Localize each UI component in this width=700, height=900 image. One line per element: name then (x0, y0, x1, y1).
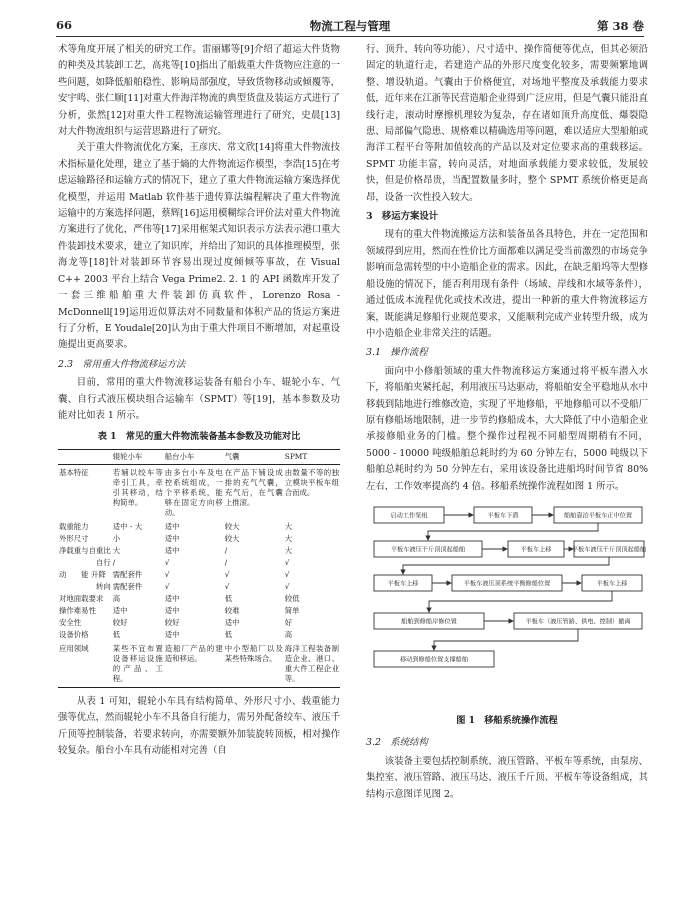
table-header-cell (58, 449, 112, 464)
flowchart-box-label: 平板车上移 (596, 580, 628, 588)
table-cell: 较难 (224, 605, 240, 615)
right-paragraph-2: 现有的重大件物流搬运方法和装备虽各具特色，并在一定范围和领域得到应用，然而在性价比方面都难以满足受当前激烈的市场竞争影响而急需转型的中小造船企业的需求。因此，在缺乏船坞等大型修船设施的情况下，能否利用现有条件（场域、岸线和水域等条件），通过低成本流程优化或技术改进，提出一种新的重大件物流移运方案，既能满足修船行业规范要求，又能顺利完成产业转型升级，成为中小造船企业非常关注的话题。 (366, 229, 648, 339)
table-row (58, 605, 340, 617)
header-rule (56, 36, 644, 37)
right-column (366, 42, 648, 803)
table-header-cell: 气囊 (224, 449, 284, 464)
table-cell: 高 (284, 629, 293, 639)
table-cell: 低 (224, 593, 233, 603)
table-cell: 适中 (164, 521, 180, 531)
table-row (58, 617, 340, 629)
left-column (58, 42, 340, 759)
flowchart-box-label: 移动到修船位置支撑船舶 (399, 656, 469, 664)
section-3-heading: 3 移运方案设计 (366, 211, 439, 223)
table-cell-text: 升降 (90, 569, 106, 579)
table-cell: 应用领域 (58, 641, 112, 688)
table-cell: 适中 (164, 533, 180, 543)
table-cell: 转向 (95, 581, 111, 591)
left-paragraph-4: 从表 1 可知，辊轮小车具有结构简单、外形尺寸小、载重能力强等优点，然而辊轮小车不具备自行能力，需另外配备绞车、液压千斤顶等控制装备，若要求转向，亦需要额外加装旋转顶板，相对操作较复杂。船台小车具有动能相对完善（自 (58, 695, 340, 756)
table-cell: / (224, 545, 228, 555)
flowchart-box-label: 平板车上移 (387, 580, 419, 588)
right-paragraph-3: 面向中小修船领域的重大件物流移运方案通过将平板车潜入水下，将船舶夹紧托起，利用液压马达驱动，将船舶安全平稳地从水中移载到陆地进行维修改造，实现了平地修船，平地修船可以不受船厂原有修船场地限制，进一步节约修船成本，大大降低了中小造船企业承接修船业务的门槛。整个操作过程视不同船型周期稍有不同，5000 - 10000 吨级船舶总耗时约为 60 分钟左右，5000 吨级以下船舶总耗时约为 50 分钟左右，采用该设备比进船坞时间节省 80% 左右，工作效率提高约 4 倍。移船系统操作流程如图 1 所示。 (366, 365, 648, 492)
table-cell: 在产品下铺设成排的充气气囊，充气后，在气囊上推滚。 (224, 467, 283, 507)
table-header-cell: 船台小车 (164, 449, 224, 464)
table-cell: √ (224, 581, 230, 591)
table-cell: 好 (284, 617, 293, 627)
table-row (58, 629, 340, 641)
table-cell: 较好 (112, 617, 128, 627)
section-3-2-heading: 3.2 系统结构 (366, 737, 428, 749)
left-paragraph-2: 关于重大件物流优化方案，王彦庆、常文欣[14]将重大件物流技术指标量化处理，建立了基于熵的大件物流运作模型，李浩[15]在考虑运输路径和运输方式的情况下，建立了重大件物流运输方案选择优化模型，并运用 Matlab 软件基于遗传算法编程解决了重大件物流运输中的方案选择问题，蔡辉[16]运用模糊综合评价法对重大件物流方案进行了优化，严伟等[17]采用框架式知识表示方法表示港口重大件装卸技术要求，建立了知识库，并给出了知识的具体推理模型，张海龙等[18]针对装卸环节容易出现过度倾倾等事故，在 Visual C++ 2003 平台上结合 Vega Prime2. 2. 1 的 API 函数库开发了一套三维船舶重大件装卸仿真软件，Lorenzo Rosa - McDonnell[19]运用近似算法对不同数量和体积产品的货运方案进行了分析，E Youdale[20]认为由于重大件项目不断增加，对起重设施提出更高要求。 (58, 142, 340, 351)
table-cell: 安全性 (59, 617, 82, 627)
table-cell: / (112, 557, 116, 567)
page-header (56, 18, 644, 36)
table-cell: √ (164, 569, 170, 579)
table-cell: 自行 (95, 557, 111, 567)
table-cell: 较好 (164, 617, 180, 627)
table-row (58, 593, 340, 605)
table-cell: 大 (112, 545, 121, 555)
figure-1-caption: 图 1 移船系统操作流程 (456, 714, 558, 726)
right-paragraph-1: 行、顶升、转向等功能）、尺寸适中、操作简便等优点，但其必须沿固定的轨道行走，若建造产品的外形尺度变化较多，需要频繁地调整、增设轨道。气囊由于价格便宜，对场地平整度及承载能力要求低，近年来在江浙等民营造船企业得到广泛应用，但是气囊只能沿直线行走，滚动时摩擦机理较为复杂，存在诸如顶升高度低、爆裂隐患、局部偏气隐患、规格难以精确选用等问题，难以适应大型船舶或海洋工程平台等附加值较高的产品以及对定位要求高的重载移运。SPMT 功能丰富，转向灵活，对地面承载能力要求较低，发展较快，但是价格昂贵，当配置数量多时，整个 SPMT 系统价格更是高昂，设备一次性投入较大。 (366, 44, 648, 203)
table-cell: 某些不宜布置设备移运设施的产品、工程。 (112, 641, 164, 688)
table-cell: 小 (112, 533, 121, 543)
flowchart-box-label: 平板车下潜 (487, 512, 519, 520)
table-cell: 适中 (164, 605, 180, 615)
table-row (58, 545, 340, 557)
table-cell: √ (164, 581, 170, 591)
table-cell: 外形尺寸 (59, 533, 89, 543)
table-cell: 大 (284, 533, 293, 543)
table-cell: 低 (112, 629, 121, 639)
flowchart-box-label: 平板车（液压管路、供电、控制）撤离 (525, 618, 631, 626)
table-row (58, 533, 340, 545)
table-cell: 大 (284, 545, 293, 555)
section-2-3-heading: 2.3 常用重大件物流移运方法 (58, 358, 186, 370)
table-cell: √ (164, 557, 170, 567)
table-cell: 大 (284, 521, 293, 531)
table-cell: 载重能力 (59, 521, 89, 531)
page-number: 66 (56, 18, 73, 32)
flowchart-arrow (434, 629, 578, 650)
table-row (58, 464, 340, 521)
table-cell: / (224, 557, 228, 567)
table-row (58, 557, 340, 569)
table-cell: 适中 - 大 (112, 521, 143, 531)
flowchart-box-label: 平板车液压千斤顶顶起船舶 (571, 546, 647, 554)
table-cell: 对地面载要求 (59, 593, 104, 603)
table-cell: 由多台小车及电控系统组成，一个平移系统，能够在固定方向移动。 (164, 467, 223, 517)
table-header-cell: SPMT (284, 449, 340, 464)
table-cell: 适中 (164, 629, 180, 639)
table-cell: 海洋工程装备制造企业、港口、重大件工程企业等。 (284, 641, 340, 688)
table-1 (58, 449, 340, 688)
table-cell: √ (284, 569, 290, 579)
table-cell: 适中 (164, 593, 180, 603)
table-cell: √ (284, 581, 290, 591)
table-header-row (58, 449, 340, 464)
flowchart-box-label: 船舶靠泊平板车正中位置 (563, 512, 633, 520)
table-cell: √ (224, 569, 230, 579)
section-3-1-heading: 3.1 操作流程 (366, 347, 428, 359)
table-row (58, 581, 340, 593)
table-cell: 较低 (284, 593, 300, 603)
left-paragraph-3: 目前，常用的重大件物流移运装备有船台小车、辊轮小车、气囊、自行式液压模块组合运输车（SPMT）等[19]，基本参数及功能对比如表 1 所示。 (58, 377, 340, 421)
flowchart-arrow (428, 523, 598, 540)
table-cell: 净载重与自重比 (59, 545, 111, 555)
table-cell: 适中 (164, 545, 180, 555)
flowchart-box-label: 启动工作泵组 (390, 512, 428, 520)
left-paragraph-1: 术等角度开展了相关的研究工作。雷丽娜等[9]介绍了超运大件货物的种类及其装卸工艺，高兆等[10]指出了船载重大件货物应注意的一些问题，如降低船舶稳性、影响局部强度，导致货物移动或倾覆等，安宇鸣、张仁顺[11]对重大件海洋物流的典型货盘及装运方式进行了分析，张然[12]对重大件工程物流运输管理进行了研究，史晨[13]对大件物流组织与运营思路进行了研究。 (58, 44, 340, 138)
flowchart-box-label: 平板车液压千斤顶顶起船舶 (390, 546, 466, 554)
table-cell: 高 (112, 593, 121, 603)
table-cell: 低 (224, 629, 233, 639)
table-cell: √ (284, 557, 290, 567)
table-cell: 基本特征 (59, 467, 89, 477)
right-paragraph-4: 该装备主要包括控制系统、液压管路、平板车等系统，由泵房、集控室、液压管路、液压马达、液压千斤顶、平板车等设备组成，其结构示意图详见图 2。 (366, 755, 648, 800)
table-cell: 需配套件 (112, 569, 143, 579)
table-header-cell: 辊轮小车 (112, 449, 164, 464)
table-cell: 中小型船厂以及某些特殊场合。 (224, 641, 284, 688)
journal-name: 物流工程与管理 (309, 19, 391, 33)
table-cell: 适中 (112, 605, 128, 615)
flowchart-arrow (403, 557, 609, 574)
table-cell: 设备价格 (59, 629, 89, 639)
table-row (58, 641, 340, 688)
table-row (58, 521, 340, 533)
flowchart-arrow (429, 591, 612, 612)
table-cell: 若辅以绞车等牵引工具，牵引其移动，结构简单。 (112, 467, 163, 507)
flowchart-svg (366, 501, 648, 709)
table-cell: 较大 (224, 521, 240, 531)
flowchart-box-label: 船舶到修船岸修位置 (401, 618, 457, 626)
table-cell: 操作难易性 (59, 605, 96, 615)
flowchart-box-label: 平板车上移 (520, 546, 552, 554)
table-cell: 需配套件 (112, 581, 143, 591)
table-cell: 适中 (224, 617, 240, 627)
flowchart-box-label: 平板车液压顶系统平衡修船位置 (463, 580, 551, 588)
table-cell: 较大 (224, 533, 240, 543)
table-1-caption: 表 1 常见的重大件物流装备基本参数及功能对比 (97, 431, 301, 443)
table-cell: 由数量不等的独立模块平板车组合而成。 (284, 467, 339, 497)
volume-label: 第 38 卷 (596, 19, 644, 33)
motion-group-label: 动 能 (59, 569, 89, 579)
table-cell (58, 569, 112, 581)
table-cell: 简单 (284, 605, 300, 615)
table-cell: 造船厂产品的建造和移运。 (164, 641, 224, 688)
figure-1-flowchart (366, 501, 648, 709)
table-row (58, 569, 340, 581)
